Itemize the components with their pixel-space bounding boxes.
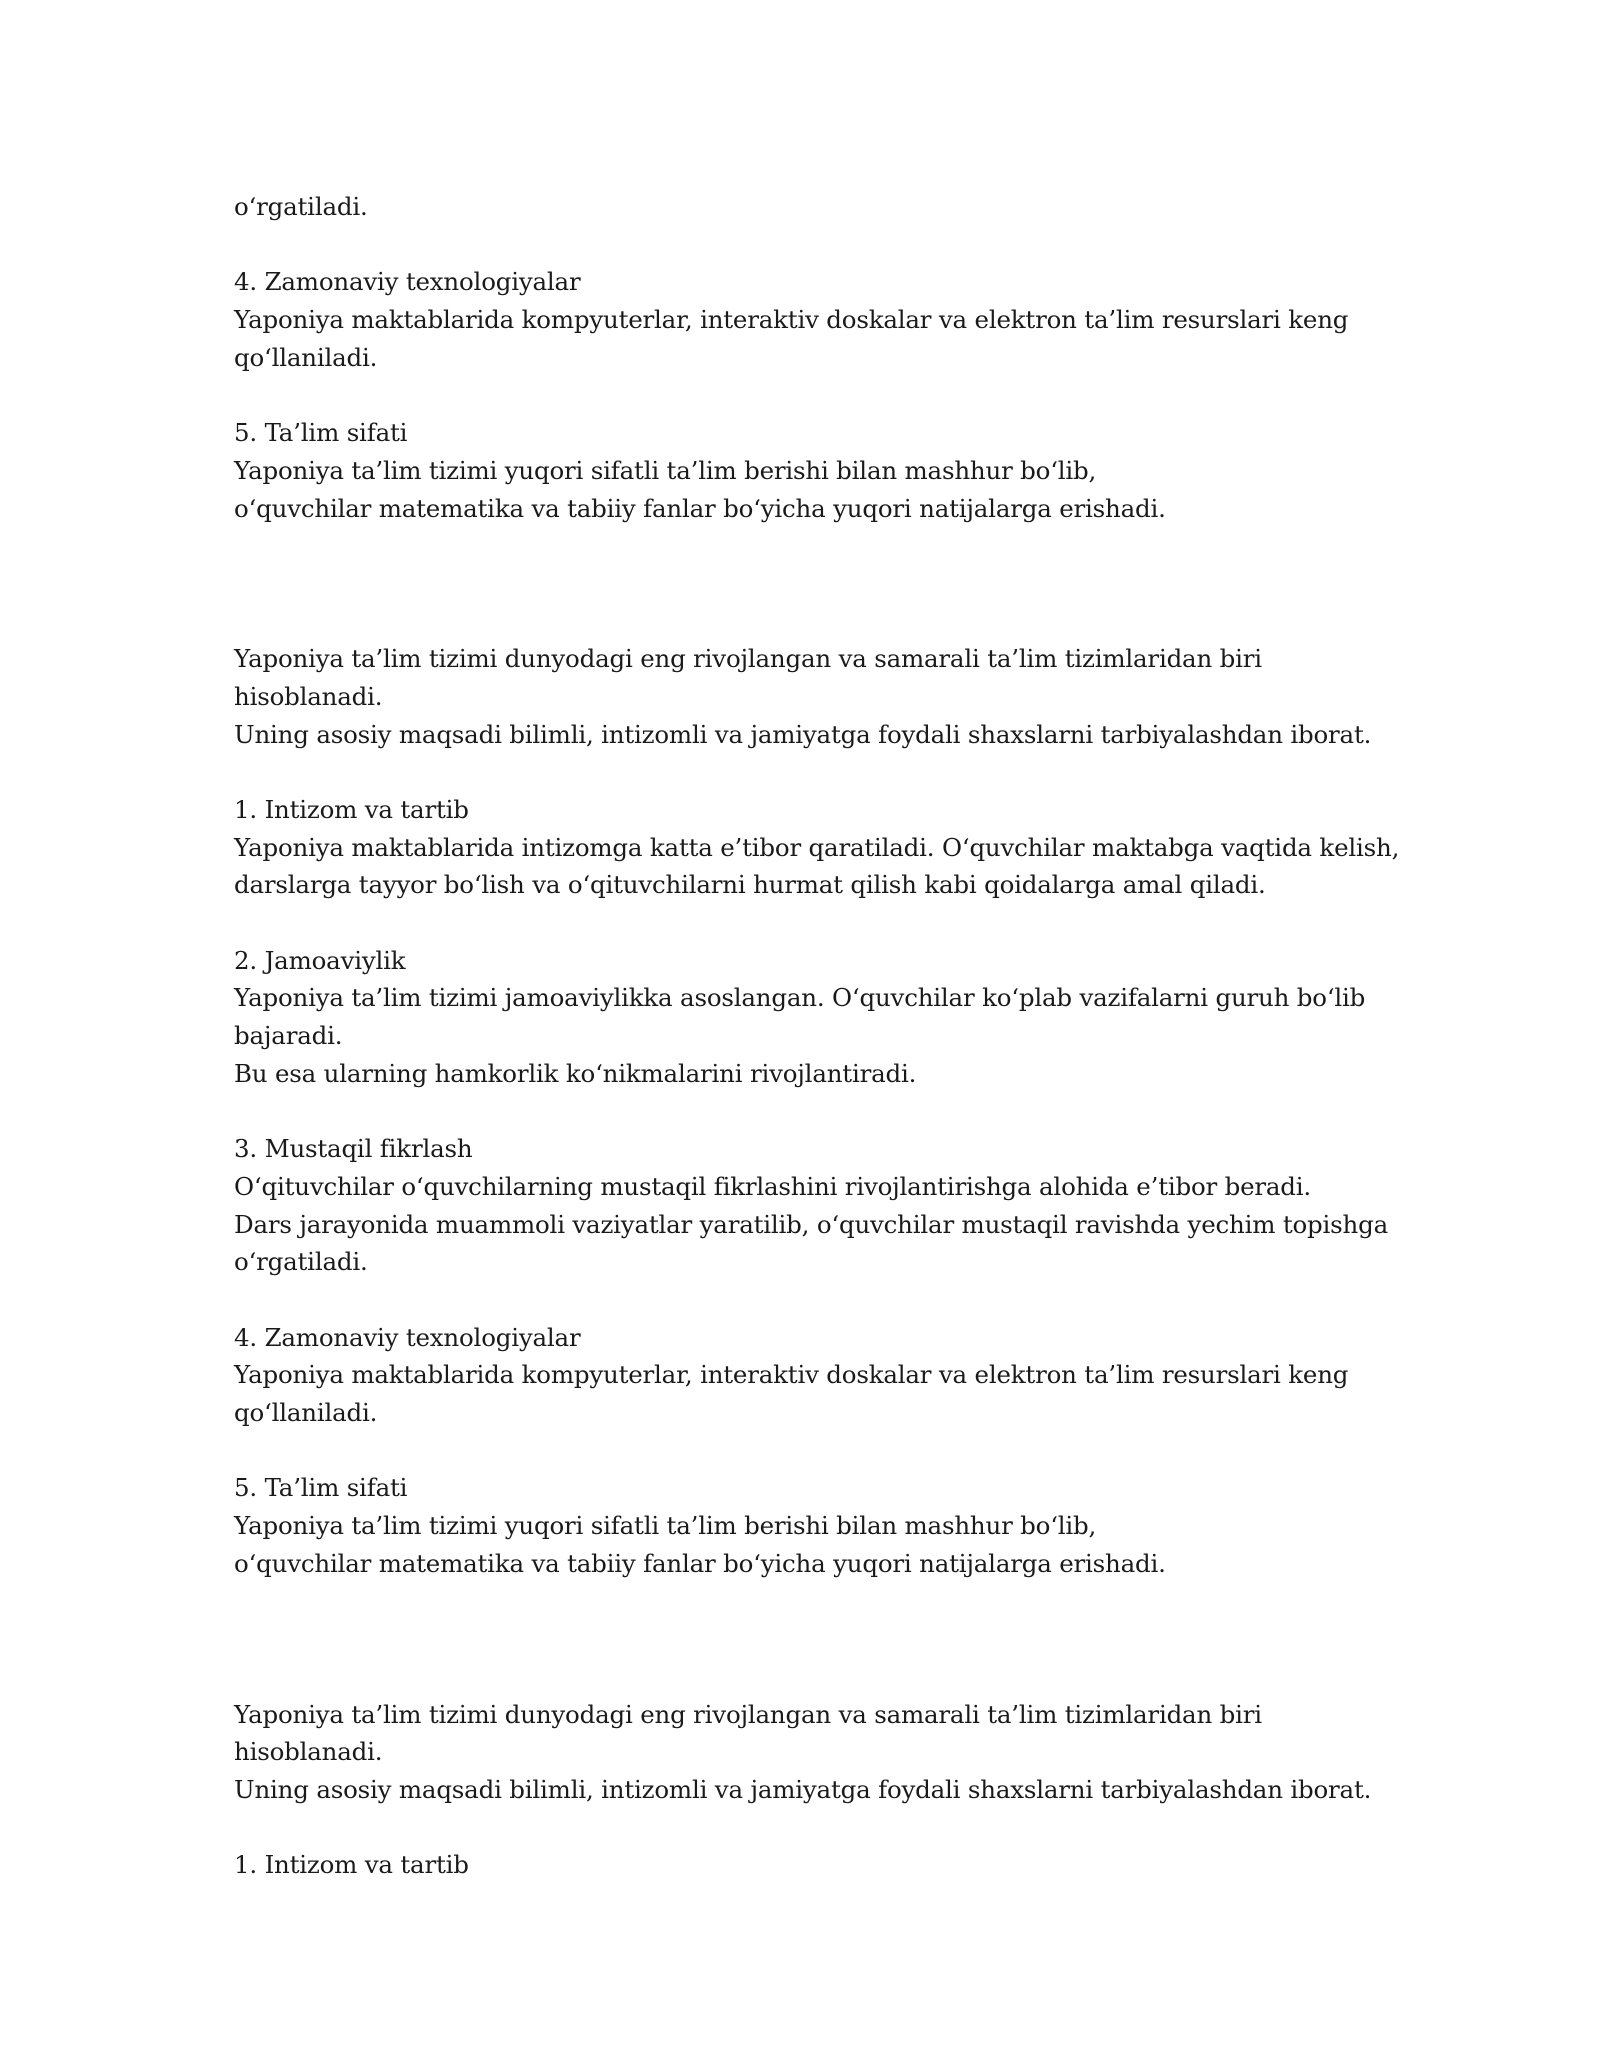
blank-line xyxy=(234,565,1434,603)
blank-line xyxy=(234,1432,1434,1470)
paragraph-line: qo‘llaniladi. xyxy=(234,342,378,372)
blank-line xyxy=(234,1582,1434,1620)
paragraph-line: Yaponiya maktablarida kompyuterlar, interaktiv doskalar va elektron ta’lim resurslari keng xyxy=(234,305,1349,335)
paragraph-line: o‘rgatiladi. xyxy=(234,1247,368,1277)
paragraph-line: Yaponiya ta’lim tizimi dunyodagi eng rivojlangan va samarali ta’lim tizimlaridan biri xyxy=(234,1699,1262,1729)
paragraph-line: Uning asosiy maqsadi bilimli, intizomli va jamiyatga foydali shaxslarni tarbiyalashdan iborat. xyxy=(234,719,1372,749)
paragraph-line: darslarga tayyor bo‘lish va o‘qituvchilarni hurmat qilish kabi qoidalarga amal qiladi. xyxy=(234,870,1266,900)
blank-line xyxy=(234,603,1434,641)
paragraph-line: Yaponiya maktablarida kompyuterlar, interaktiv doskalar va elektron ta’lim resurslari keng xyxy=(234,1360,1349,1390)
blank-line xyxy=(234,1620,1434,1658)
paragraph-line: Yaponiya ta’lim tizimi dunyodagi eng rivojlangan va samarali ta’lim tizimlaridan biri xyxy=(234,644,1262,674)
blank-line xyxy=(234,226,1434,264)
paragraph-line: hisoblanadi. xyxy=(234,681,383,711)
section-heading: 4. Zamonaviy texnologiyalar xyxy=(234,1322,581,1352)
blank-line xyxy=(234,376,1434,414)
blank-line xyxy=(234,753,1434,791)
paragraph-line: bajaradi. xyxy=(234,1021,343,1051)
section-heading: 2. Jamoaviylik xyxy=(234,945,406,975)
blank-line xyxy=(234,527,1434,565)
blank-line xyxy=(234,1809,1434,1847)
section-heading: 1. Intizom va tartib xyxy=(234,795,469,824)
paragraph-line: Bu esa ularning hamkorlik ko‘nikmalarini rivojlantiradi. xyxy=(234,1058,917,1088)
section-heading: 4. Zamonaviy texnologiyalar xyxy=(234,267,581,297)
paragraph-line: Yaponiya ta’lim tizimi yuqori sifatli ta’lim berishi bilan mashhur bo‘lib, xyxy=(234,455,1097,485)
paragraph-line: Yaponiya ta’lim tizimi yuqori sifatli ta’lim berishi bilan mashhur bo‘lib, xyxy=(234,1511,1097,1541)
paragraph-line: o‘quvchilar matematika va tabiiy fanlar bo‘yicha yuqori natijalarga erishadi. xyxy=(234,1548,1166,1578)
paragraph-line: O‘qituvchilar o‘quvchilarning mustaqil fikrlashini rivojlantirishga alohida e’tibor beradi. xyxy=(234,1171,1312,1201)
document-body xyxy=(234,188,1434,1884)
paragraph-line: o‘rgatiladi. xyxy=(234,192,368,221)
section-heading: 5. Ta’lim sifati xyxy=(234,418,408,448)
blank-line xyxy=(234,1093,1434,1131)
section-heading: 1. Intizom va tartib xyxy=(234,1850,469,1880)
blank-line xyxy=(234,904,1434,942)
paragraph-line: Uning asosiy maqsadi bilimli, intizomli va jamiyatga foydali shaxslarni tarbiyalashdan iborat. xyxy=(234,1774,1372,1804)
paragraph-line: o‘quvchilar matematika va tabiiy fanlar bo‘yicha yuqori natijalarga erishadi. xyxy=(234,493,1166,523)
blank-line xyxy=(234,1658,1434,1696)
blank-line xyxy=(234,1281,1434,1319)
section-heading: 3. Mustaqil fikrlash xyxy=(234,1134,473,1164)
paragraph-line: hisoblanadi. xyxy=(234,1737,383,1767)
section-heading: 5. Ta’lim sifati xyxy=(234,1473,408,1503)
paragraph-line: qo‘llaniladi. xyxy=(234,1398,378,1427)
paragraph-line: Yaponiya ta’lim tizimi jamoaviylikka asoslangan. O‘quvchilar ko‘plab vazifalarni guruh bo‘lib xyxy=(234,983,1366,1013)
paragraph-line: Yaponiya maktablarida intizomga katta e’tibor qaratiladi. O‘quvchilar maktabga vaqtida kelish, xyxy=(234,832,1400,862)
paragraph-line: Dars jarayonida muammoli vaziyatlar yaratilib, o‘quvchilar mustaqil ravishda yechim topishga xyxy=(234,1209,1388,1239)
